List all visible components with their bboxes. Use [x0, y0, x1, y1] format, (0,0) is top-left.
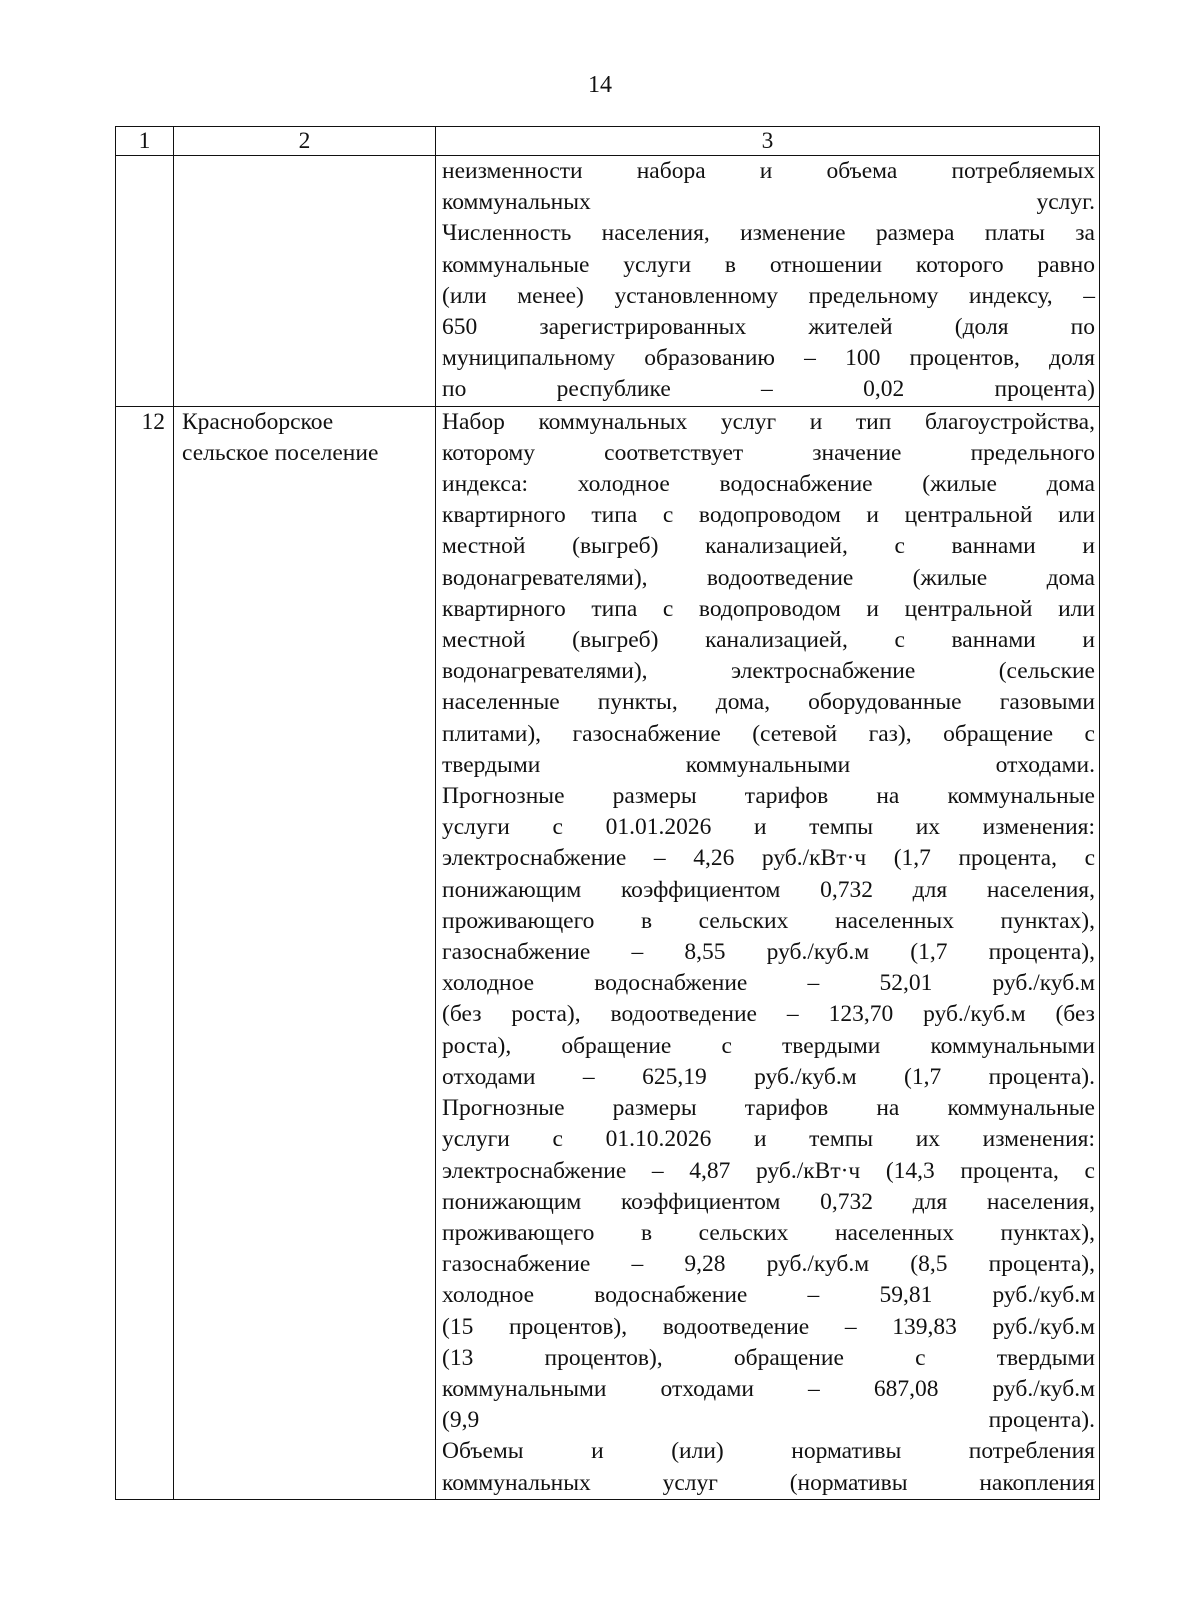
text-line: индекса: холодное водоснабжение (жилые дома [442, 471, 1095, 498]
text-line: понижающим коэффициентом 0,732 для населения, [442, 1188, 1095, 1215]
settlement-name-line: сельское поселение [182, 439, 379, 466]
text-line: услуги с 01.10.2026 и темпы их изменения: [442, 1126, 1095, 1153]
text-line: населенные пункты, дома, оборудованные газовыми [442, 689, 1095, 716]
text-line: водонагревателями), водоотведение (жилые дома [442, 564, 1095, 591]
settlement-name-line: Красноборское [182, 408, 334, 435]
text-line: квартирного типа с водопроводом и центральной или [442, 502, 1095, 529]
description-paragraphs [442, 407, 1095, 1499]
text-line: холодное водоснабжение – 59,81 руб./куб.м [442, 1282, 1095, 1309]
paragraph [442, 1093, 1095, 1436]
text-line: Численность населения, изменение размера платы за [442, 220, 1095, 247]
row-number-cell [116, 156, 174, 407]
text-line: газоснабжение – 9,28 руб./куб.м (8,5 процента), [442, 1251, 1095, 1278]
text-line: твердыми коммунальными отходами. [442, 751, 1095, 778]
text-line: коммунальными отходами – 687,08 руб./куб.м [442, 1375, 1095, 1402]
text-line: по республике – 0,02 процента) [442, 376, 1095, 403]
paragraph [442, 781, 1095, 1093]
settlement-name-cell [174, 156, 436, 407]
text-line: холодное водоснабжение – 52,01 руб./куб.м [442, 970, 1095, 997]
paragraph [442, 156, 1095, 218]
text-line: местной (выгреб) канализацией, с ваннами и [442, 627, 1095, 654]
column-header-1: 1 [116, 127, 174, 156]
table-row-12 [116, 406, 1100, 1499]
text-line: которому соответствует значение предельного [442, 439, 1095, 466]
table-row-continuation [116, 156, 1100, 407]
tariff-table [115, 126, 1100, 1500]
text-line: проживающего в сельских населенных пунктах), [442, 1219, 1095, 1246]
row-number-cell: 12 [116, 406, 174, 1499]
description-paragraphs [442, 156, 1095, 406]
text-line: плитами), газоснабжение (сетевой газ), обращение с [442, 720, 1095, 747]
paragraph [442, 407, 1095, 781]
text-line: коммунальных услуг (нормативы накопления [442, 1469, 1095, 1496]
text-line: неизменности набора и объема потребляемых [442, 158, 1095, 184]
text-line: Прогнозные размеры тарифов на коммунальные [442, 783, 1095, 810]
column-header-2: 2 [174, 127, 436, 156]
text-line: Набор коммунальных услуг и тип благоустройства, [442, 408, 1095, 435]
text-line: Объемы и (или) нормативы потребления [442, 1438, 1095, 1465]
text-line: 650 зарегистрированных жителей (доля по [442, 314, 1095, 341]
text-line: понижающим коэффициентом 0,732 для населения, [442, 876, 1095, 903]
settlement-name-cell [174, 406, 436, 1499]
text-line: муниципальному образованию – 100 процентов, доля [442, 345, 1095, 372]
description-cell [436, 406, 1100, 1499]
text-line: газоснабжение – 8,55 руб./куб.м (1,7 процента), [442, 939, 1095, 966]
text-line: электроснабжение – 4,26 руб./кВт·ч (1,7 процента, с [442, 845, 1095, 872]
text-line: (или менее) установленному предельному индексу, – [442, 282, 1095, 309]
paragraph [442, 1436, 1095, 1498]
text-line: (без роста), водоотведение – 123,70 руб./куб.м (без [442, 1001, 1095, 1028]
text-line: коммунальных услуг. [442, 189, 1095, 216]
table-header-row [116, 127, 1100, 156]
text-line: квартирного типа с водопроводом и центральной или [442, 595, 1095, 622]
text-line: услуги с 01.01.2026 и темпы их изменения: [442, 814, 1095, 841]
text-line: (13 процентов), обращение с твердыми [442, 1344, 1095, 1371]
column-header-3: 3 [436, 127, 1100, 156]
text-line: роста), обращение с твердыми коммунальными [442, 1032, 1095, 1059]
text-line: (9,9 процента). [442, 1407, 1095, 1434]
description-cell [436, 156, 1100, 407]
text-line: коммунальные услуги в отношении которого равно [442, 251, 1095, 278]
text-line: водонагревателями), электроснабжение (сельские [442, 658, 1095, 685]
text-line: проживающего в сельских населенных пунктах), [442, 907, 1095, 934]
page-number: 14 [588, 72, 612, 98]
text-line: Прогнозные размеры тарифов на коммунальные [442, 1095, 1095, 1122]
text-line: местной (выгреб) канализацией, с ваннами и [442, 533, 1095, 560]
text-line: отходами – 625,19 руб./куб.м (1,7 процента). [442, 1063, 1095, 1090]
text-line: электроснабжение – 4,87 руб./кВт·ч (14,3 процента, с [442, 1157, 1095, 1184]
text-line: (15 процентов), водоотведение – 139,83 руб./куб.м [442, 1313, 1095, 1340]
paragraph [442, 218, 1095, 405]
